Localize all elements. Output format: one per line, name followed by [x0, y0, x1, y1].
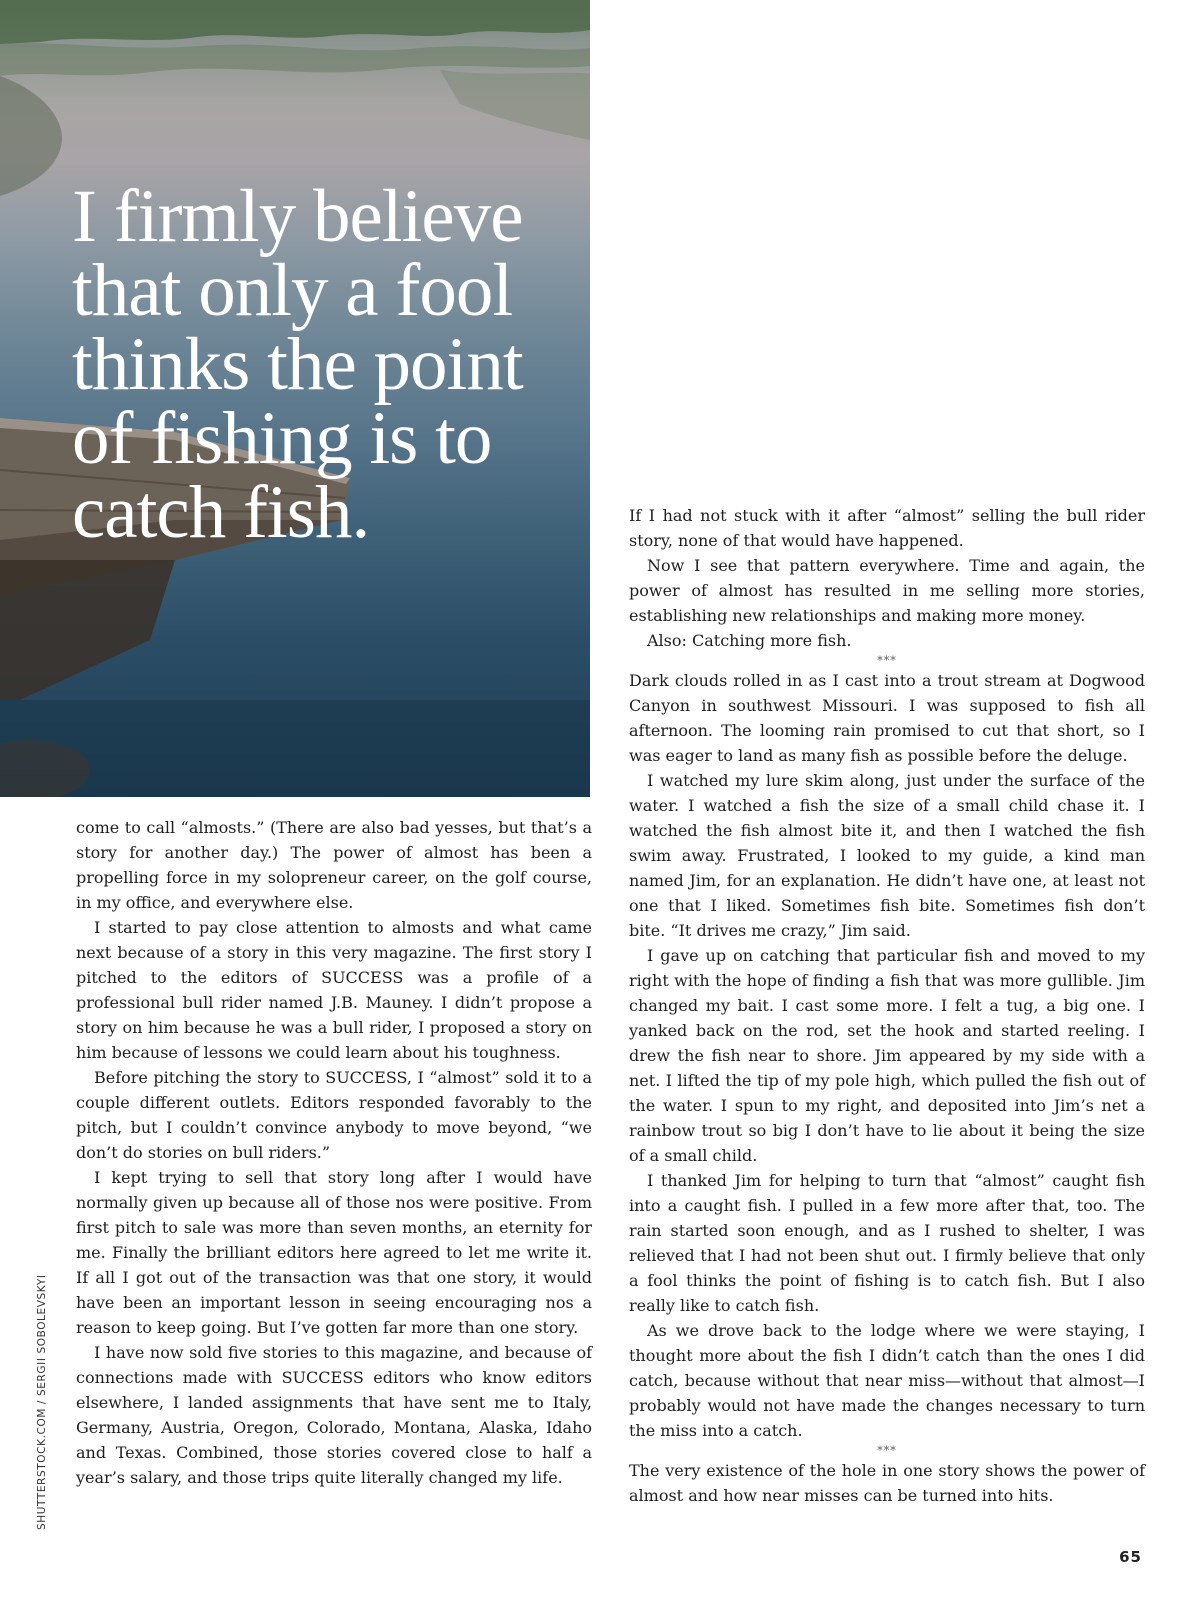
section-separator: ***: [877, 1444, 897, 1457]
lake-dock-photo: [0, 0, 590, 797]
paragraph: As we drove back to the lodge where we were staying, I thought more about the fish I didn’t catch than the ones I did catch, because without that near miss—without that almost—I probably would not have made the changes necessary to turn the miss into a catch.: [629, 1321, 1145, 1440]
section-separator: ***: [877, 654, 897, 667]
page-number: 65: [1119, 1548, 1142, 1566]
paragraph: come to call “almosts.” (There are also bad yesses, but that’s a story for another day.) The power of almost has been a propelling force in my solopreneur career, on the golf course, in my office, and everywhere else.: [76, 818, 592, 912]
paragraph: Now I see that pattern everywhere. Time and again, the power of almost has resulted in me selling more stories, establishing new relationships and making more money.: [629, 556, 1145, 625]
paragraph: I watched my lure skim along, just under the surface of the water. I watched a fish the size of a small child chase it. I watched the fish almost bite it, and then I watched the fish swim away. Frustrated, I looked to my guide, a kind man named Jim, for an explanation. He didn’t have one, at least not one that I liked. Sometimes fish bite. Sometimes fish don’t bite. “It drives me crazy,” Jim said.: [629, 771, 1145, 940]
pull-quote: I firmly believe that only a fool thinks the point of fishing is to catch fish.: [72, 175, 523, 554]
paragraph: I thanked Jim for helping to turn that “almost” caught fish into a caught fish. I pulled in a few more after that, too. The rain started soon enough, and as I rushed to shelter, I was relieved that I had not been shut out. I firmly believe that only a fool thinks the point of fishing is to catch fish. But I also really like to catch fish.: [629, 1171, 1145, 1315]
paragraph: I have now sold five stories to this magazine, and because of connections made with SUCCESS editors who know editors elsewhere, I landed assignments that have sent me to Italy, Germany, Austria, Oregon, Colorado, Montana, Alaska, Idaho and Texas. Combined, those stories covered close to half a year’s salary, and those trips quite literally changed my life.: [76, 1343, 592, 1487]
paragraph: I started to pay close attention to almosts and what came next because of a story in this very magazine. The first story I pitched to the editors of SUCCESS was a profile of a professional bull rider named J.B. Mauney. I didn’t propose a story on him because he was a bull rider, I proposed a story on him because of lessons we could learn about his toughness.: [76, 918, 592, 1062]
paragraph: The very existence of the hole in one story shows the power of almost and how near misses can be turned into hits.: [629, 1461, 1145, 1505]
paragraph: Dark clouds rolled in as I cast into a trout stream at Dogwood Canyon in southwest Missouri. I was supposed to fish all afternoon. The looming rain promised to cut that short, so I was eager to land as many fish as possible before the deluge.: [629, 671, 1145, 765]
paragraph: I kept trying to sell that story long after I would have normally given up because all of those nos were positive. From first pitch to sale was more than seven months, an eternity for me. Finally the brilliant editors here agreed to let me write it. If all I got out of the transaction was that one story, it would have been an important lesson in seeing encouraging nos a reason to keep going. But I’ve gotten far more than one story.: [76, 1168, 592, 1337]
paragraph: I gave up on catching that particular fish and moved to my right with the hope of finding a fish that was more gullible. Jim changed my bait. I cast some more. I felt a tug, a big one. I yanked back on the rod, set the hook and started reeling. I drew the fish near to shore. Jim appeared by my side with a net. I lifted the tip of my pole high, which pulled the fish out of the water. I spun to my right, and deposited into Jim’s net a rainbow trout so big I don’t have to lie about it being the size of a small child.: [629, 946, 1145, 1165]
photo-credit: SHUTTERSTOCK.COM / SERGII SOBOLEVSKYI: [36, 1274, 48, 1530]
right-column: [629, 503, 1145, 1508]
paragraph: Before pitching the story to SUCCESS, I “almost” sold it to a couple different outlets. Editors responded favorably to the pitch, but I couldn’t convince anybody to move beyond, “we don’t do stories on bull riders.”: [76, 1068, 592, 1162]
left-column: [76, 815, 592, 1490]
paragraph: If I had not stuck with it after “almost” selling the bull rider story, none of that would have happened.: [629, 506, 1145, 550]
paragraph: Also: Catching more fish.: [647, 631, 852, 650]
